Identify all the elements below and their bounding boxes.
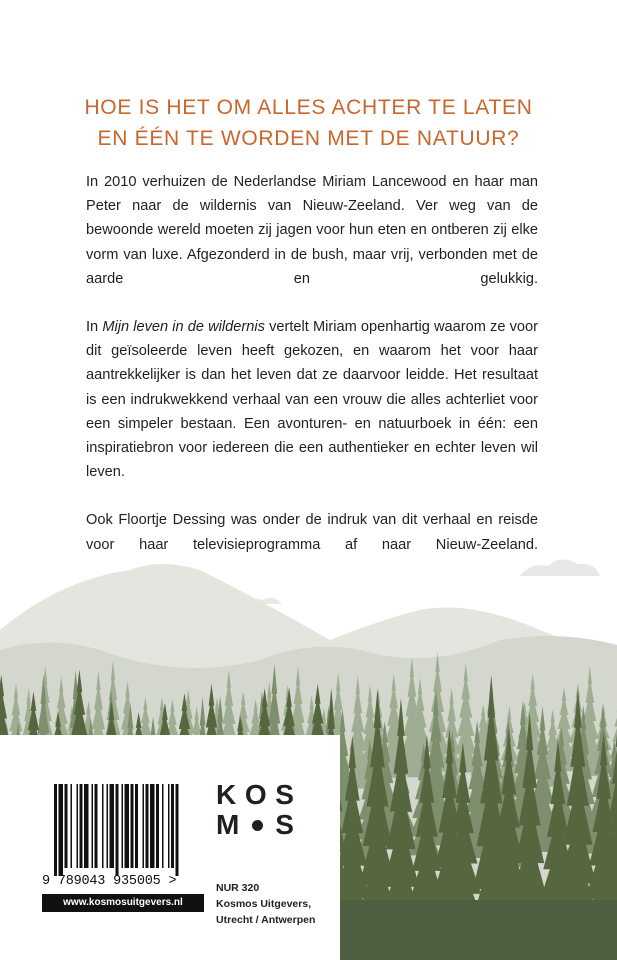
paragraph-2-prefix: In — [86, 319, 103, 336]
barcode-bar — [143, 784, 145, 868]
barcode-bar — [71, 784, 73, 868]
paragraph-2-rest: vertelt Miriam openhartig waarom ze voor dit geïsoleerde leven heeft gekozen, en waarom het voor haar aantrekkelijker is dan het leven dat ze daarvoor leidde. Het resultaat is een indrukwekkend verhaal van een vrouw die alles achterliet voor een simpeler bestaan. Een avonturen- en natuurboek in één: een inspiratiebron voor iedereen die een authentieker en echter leven wil leven. — [86, 319, 538, 481]
blurb-paragraph-1: In 2010 verhuizen de Nederlandse Miriam Lancewood en haar man Peter naar de wildernis van Nieuw-Zeeland. Ver weg van de bewoonde wereld moeten zij jagen voor hun eten en ontberen zij elke vorm van luxe. Afgezonderd in de bush, maar vrij, verbonden met de aarde en gelukkig. — [86, 174, 538, 287]
publisher-name: Kosmos Uitgevers, — [216, 898, 312, 910]
barcode-bar — [59, 784, 64, 876]
blurb-paragraph-3: Ook Floortje Dessing was onder de indruk van dit verhaal en reisde voor haar televisieprogramma af naar Nieuw-Zeeland. — [86, 512, 538, 553]
blurb-paragraph-2 — [86, 315, 538, 484]
isbn-number: 9 789043 935005 — [42, 874, 161, 889]
barcode-bar — [171, 784, 174, 868]
logo-letter: O — [244, 779, 267, 810]
logo-top-row — [216, 780, 294, 810]
logo-letter: M — [216, 809, 240, 840]
publisher-website: www.kosmosuitgevers.nl — [42, 894, 204, 912]
barcode-bar — [80, 784, 83, 868]
barcode-bar — [92, 784, 94, 868]
barcode-bar — [95, 784, 98, 868]
barcode-bar — [146, 784, 149, 868]
barcode-bar — [122, 784, 124, 868]
logo-letter: K — [216, 779, 237, 810]
kosmos-logo — [216, 780, 294, 840]
barcode-bar — [110, 784, 115, 868]
back-cover-heading — [30, 92, 587, 154]
cloud-illustration — [240, 559, 600, 604]
isbn-digits — [42, 874, 204, 889]
barcode-bar — [102, 784, 104, 868]
isbn-end-mark: > — [168, 874, 177, 889]
publisher-location: Utrecht / Antwerpen — [216, 914, 316, 926]
barcode-bar — [54, 784, 57, 876]
barcode-bar — [65, 784, 68, 868]
barcode-bar — [156, 784, 159, 868]
barcode-image — [54, 784, 204, 876]
barcode-bar — [135, 784, 138, 868]
barcode-bar — [176, 784, 179, 876]
barcode-bar — [84, 784, 89, 868]
logo-dot-icon — [252, 820, 263, 831]
logo-letter: S — [275, 809, 294, 840]
barcode-bar — [162, 784, 164, 868]
barcode-bar — [116, 784, 119, 876]
publisher-info — [216, 880, 315, 928]
barcode-bar — [107, 784, 109, 868]
heading-line-2: EN ÉÉN TE WORDEN MET DE NATUUR? — [97, 127, 520, 150]
logo-bottom-row — [216, 810, 294, 840]
nur-code: NUR 320 — [216, 882, 260, 894]
heading-line-1: HOE IS HET OM ALLES ACHTER TE LATEN — [84, 96, 533, 119]
barcode-bar — [150, 784, 155, 868]
barcode-bar — [131, 784, 134, 868]
logo-letter: S — [275, 779, 294, 810]
blurb-text — [86, 170, 538, 581]
barcode-bar — [77, 784, 79, 868]
barcode-bar — [125, 784, 130, 868]
barcode-bar — [168, 784, 170, 868]
book-title-italic: Mijn leven in de wildernis — [102, 319, 265, 336]
